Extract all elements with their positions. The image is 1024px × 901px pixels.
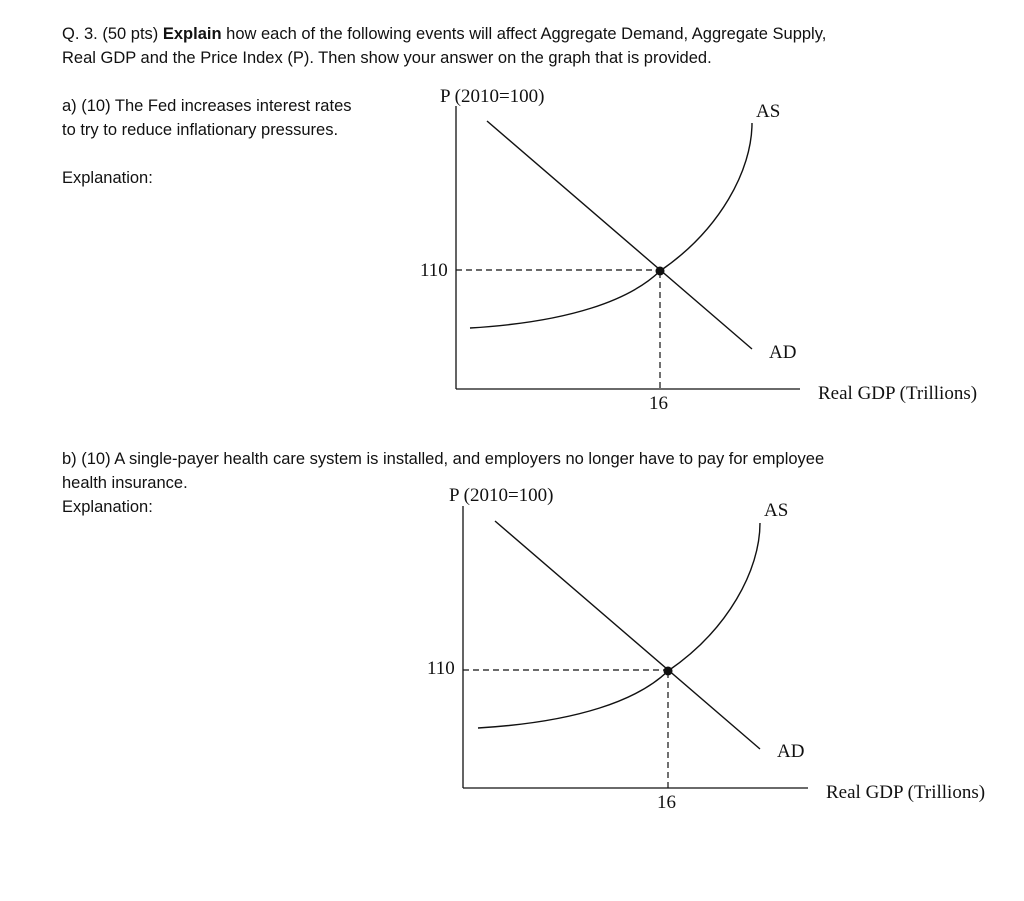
- part-b-line-2: health insurance.: [62, 474, 188, 492]
- graph-a-as-label: AS: [756, 101, 781, 122]
- graph-b-equilibrium-point: [664, 667, 673, 676]
- graph-a-ad-label: AD: [769, 342, 797, 363]
- graph-b-as-label: AS: [764, 500, 789, 521]
- part-a-explanation-label: Explanation:: [62, 169, 153, 187]
- part-a-line-2: to try to reduce inflationary pressures.: [62, 121, 339, 139]
- question-line1-rest: how each of the following events will affect Aggregate Demand, Aggregate Supply,: [221, 25, 827, 43]
- graph-a-y-axis-label: P (2010=100): [440, 86, 545, 107]
- graph-a-x-axis-label: Real GDP (Trillions): [818, 383, 978, 404]
- question-line-2: Real GDP and the Price Index (P). Then show your answer on the graph that is provided.: [62, 49, 712, 67]
- question-prefix: Q. 3. (50 pts): [62, 25, 163, 43]
- graph-b-y-axis-label: P (2010=100): [449, 485, 554, 506]
- graph-b-x-axis-label: Real GDP (Trillions): [826, 782, 986, 803]
- part-b-explanation-label: Explanation:: [62, 498, 153, 516]
- part-a-line-1: a) (10) The Fed increases interest rates: [62, 97, 352, 115]
- graph-b-price-tick: 110: [427, 658, 455, 679]
- graph-b-gdp-tick: 16: [657, 792, 676, 813]
- part-b-line-1: b) (10) A single-payer health care system is installed, and employers no longer have to pay for employee: [62, 450, 825, 468]
- graph-a-price-tick: 110: [420, 260, 448, 281]
- graph-b-as-curve: [478, 523, 760, 728]
- question-bold-word: Explain: [162, 25, 222, 43]
- graph-b-ad-curve: [495, 521, 760, 749]
- graph-b-ad-label: AD: [777, 741, 805, 762]
- graph-a-gdp-tick: 16: [649, 393, 668, 414]
